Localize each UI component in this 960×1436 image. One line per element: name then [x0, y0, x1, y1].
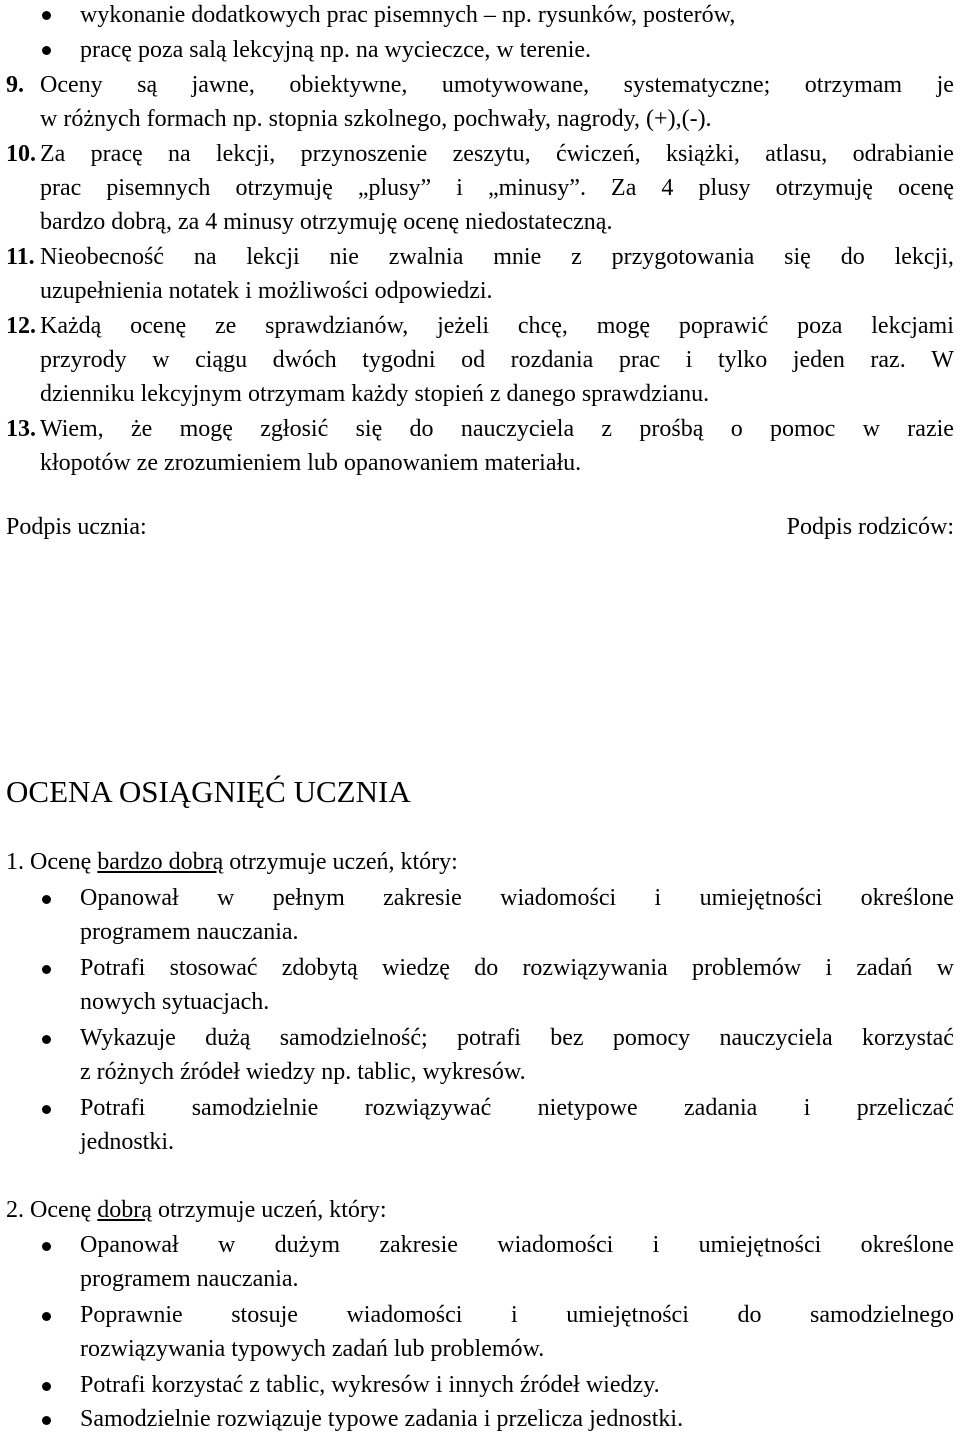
- word: potrafi: [456, 1025, 521, 1051]
- word: do: [409, 416, 434, 442]
- rule-line: [40, 343, 954, 377]
- word: lekcji: [246, 244, 300, 270]
- word: wiadomości: [346, 1302, 463, 1328]
- top-bullet-text: pracę poza salą lekcyjną np. na wycieczce, w terenie.: [80, 37, 592, 63]
- word: lekcji,: [216, 141, 276, 167]
- word: umiejętności: [699, 885, 823, 911]
- rule-number: 11.: [6, 244, 35, 270]
- rule-line: bardzo dobrą, za 4 minusy otrzymuję ocenę niedostateczną.: [40, 209, 613, 235]
- word: w: [862, 416, 880, 442]
- word: Wiem,: [40, 416, 104, 442]
- rule-number: 9.: [6, 72, 24, 98]
- word: określone: [860, 885, 954, 911]
- word: zdobytą: [281, 955, 358, 981]
- word: otrzymuję: [235, 175, 333, 201]
- word: dwóch: [272, 347, 337, 373]
- word: się: [355, 416, 383, 442]
- word: odrabianie: [852, 141, 954, 167]
- word: określone: [860, 1232, 954, 1258]
- word: „plusy”: [357, 175, 432, 201]
- word: z: [601, 416, 613, 442]
- word: dużym: [274, 1232, 340, 1258]
- word: Za: [611, 175, 637, 201]
- top-bullet-text: wykonanie dodatkowych prac pisemnych – np. rysunków, posterów,: [80, 2, 736, 28]
- word: jeden: [792, 347, 845, 373]
- word: je: [936, 72, 954, 98]
- word: mogę: [179, 416, 233, 442]
- word: Poprawnie: [80, 1302, 183, 1328]
- word: chcę,: [517, 313, 568, 339]
- word: ocenę: [130, 313, 187, 339]
- grade-number: 1.: [6, 849, 24, 875]
- section-heading: OCENA OSIĄGNIĘĆ UCZNIA: [6, 774, 411, 809]
- word: Oceny: [40, 72, 103, 98]
- word: umotywowane,: [441, 72, 590, 98]
- word: tygodni: [362, 347, 436, 373]
- word: i: [456, 175, 463, 201]
- grade-criterion-line: [80, 1228, 954, 1262]
- word: Za: [40, 141, 66, 167]
- word: jawne,: [191, 72, 255, 98]
- word: Opanował: [80, 885, 179, 911]
- bullet-dot: [42, 46, 51, 55]
- grade-criterion-line: [80, 1298, 954, 1332]
- grade-criterion-line: nowych sytuacjach.: [80, 989, 270, 1015]
- word: Potrafi: [80, 1095, 146, 1121]
- word: prac: [40, 175, 82, 201]
- word: zwalnia: [388, 244, 464, 270]
- bullet-dot: [42, 965, 51, 974]
- word: rozwiązywać: [364, 1095, 492, 1121]
- rule-line: [40, 68, 954, 102]
- word: ciągu: [195, 347, 248, 373]
- word: lekcji,: [894, 244, 954, 270]
- word: W: [931, 347, 954, 373]
- bullet-dot: [42, 1035, 51, 1044]
- word: zadań: [856, 955, 913, 981]
- bullet-dot: [42, 895, 51, 904]
- word: poprawić: [678, 313, 769, 339]
- word: raz.: [870, 347, 906, 373]
- grade-criterion-line: rozwiązywania typowych zadań lub problemów.: [80, 1336, 545, 1362]
- student-signature-label: Podpis ucznia:: [6, 514, 147, 540]
- word: samodzielnego: [810, 1302, 954, 1328]
- grade-name: bardzo dobrą: [97, 849, 224, 875]
- rule-line: kłopotów ze zrozumieniem lub opanowaniem materiału.: [40, 450, 582, 476]
- word: obiektywne,: [289, 72, 408, 98]
- word: Potrafi: [80, 955, 146, 981]
- rule-number: 10.: [6, 141, 36, 167]
- word: przeliczać: [856, 1095, 954, 1121]
- word: otrzymuję: [775, 175, 873, 201]
- word: rozwiązywania: [522, 955, 668, 981]
- word: zakresie: [379, 1232, 458, 1258]
- word: pomocy: [612, 1025, 691, 1051]
- word: stosuje: [231, 1302, 298, 1328]
- rule-number: 13.: [6, 416, 36, 442]
- word: przyrody: [40, 347, 127, 373]
- word: poza: [797, 313, 843, 339]
- word: nie: [329, 244, 359, 270]
- word: od: [461, 347, 486, 373]
- word: się: [784, 244, 811, 270]
- grade-criterion-line: [80, 1021, 954, 1055]
- rule-number: 12.: [6, 313, 36, 339]
- grade-intro: [6, 1193, 387, 1227]
- word: jeżeli: [437, 313, 490, 339]
- word: nauczyciela: [719, 1025, 833, 1051]
- word: zakresie: [383, 885, 462, 911]
- bullet-dot: [42, 1242, 51, 1251]
- grade-criterion-line: [80, 1091, 954, 1125]
- grade-intro: [6, 845, 458, 879]
- word: są: [137, 72, 158, 98]
- word: do: [474, 955, 499, 981]
- word: w: [152, 347, 170, 373]
- bullet-dot: [42, 1312, 51, 1321]
- word: zadania: [684, 1095, 758, 1121]
- grade-criterion-line: jednostki.: [80, 1129, 174, 1155]
- grade-criterion-line: [80, 951, 954, 985]
- rule-line: [40, 137, 954, 171]
- word: 4: [661, 175, 674, 201]
- word: przynoszenie: [300, 141, 428, 167]
- grade-prefix: Ocenę: [24, 1197, 98, 1223]
- word: wiadomości: [500, 885, 617, 911]
- word: Wykazuje: [80, 1025, 176, 1051]
- rule-line: [40, 412, 954, 446]
- word: w: [217, 885, 235, 911]
- word: dużą: [205, 1025, 251, 1051]
- rule-line: uzupełnienia notatek i możliwości odpowiedzi.: [40, 278, 493, 304]
- word: samodzielność;: [279, 1025, 428, 1051]
- grade-suffix: otrzymuje uczeń, który:: [151, 1197, 387, 1223]
- rule-line: dzienniku lekcyjnym otrzymam każdy stopień z danego sprawdzianu.: [40, 381, 710, 407]
- word: systematyczne;: [623, 72, 771, 98]
- word: nauczyciela: [460, 416, 575, 442]
- word: prac: [618, 347, 661, 373]
- word: ćwiczeń,: [555, 141, 641, 167]
- grade-name: dobrą: [97, 1197, 152, 1223]
- parents-signature-label: Podpis rodziców:: [786, 514, 954, 540]
- rule-line: [40, 309, 954, 343]
- word: mogę: [596, 313, 651, 339]
- word: Nieobecność: [40, 244, 164, 270]
- bullet-dot: [42, 1382, 51, 1391]
- word: ocenę: [897, 175, 954, 201]
- rule-line: [40, 240, 954, 274]
- grade-prefix: Ocenę: [24, 849, 98, 875]
- word: do: [737, 1302, 762, 1328]
- word: tylko: [717, 347, 768, 373]
- word: i: [511, 1302, 518, 1328]
- grade-criterion-line: programem nauczania.: [80, 919, 299, 945]
- word: pisemnych: [106, 175, 211, 201]
- word: umiejętności: [698, 1232, 822, 1258]
- word: z: [571, 244, 582, 270]
- rule-line: w różnych formach np. stopnia szkolnego, pochwały, nagrody, (+),(-).: [40, 106, 712, 132]
- word: zgłosić: [260, 416, 329, 442]
- word: wiedzę: [382, 955, 450, 981]
- word: korzystać: [861, 1025, 954, 1051]
- bullet-dot: [42, 1105, 51, 1114]
- word: i: [685, 347, 693, 373]
- word: rozdania: [510, 347, 594, 373]
- word: umiejętności: [566, 1302, 689, 1328]
- word: książki,: [665, 141, 740, 167]
- word: przygotowania: [611, 244, 755, 270]
- word: pomoc: [770, 416, 836, 442]
- word: w: [936, 955, 954, 981]
- word: że: [131, 416, 153, 442]
- word: i: [654, 885, 662, 911]
- word: w: [217, 1232, 236, 1258]
- word: mnie: [493, 244, 542, 270]
- grade-criterion-line: programem nauczania.: [80, 1266, 299, 1292]
- word: samodzielnie: [191, 1095, 319, 1121]
- bullet-dot: [42, 1416, 51, 1425]
- bullet-dot: [42, 11, 51, 20]
- word: „minusy”.: [487, 175, 586, 201]
- word: plusy: [698, 175, 751, 201]
- grade-criterion-line: Potrafi korzystać z tablic, wykresów i innych źródeł wiedzy.: [80, 1372, 660, 1398]
- grade-number: 2.: [6, 1197, 24, 1223]
- word: ze: [214, 313, 237, 339]
- word: i: [825, 955, 833, 981]
- grade-suffix: otrzymuje uczeń, który:: [223, 849, 458, 875]
- grade-criterion-line: [80, 881, 954, 915]
- word: wiadomości: [497, 1232, 614, 1258]
- word: i: [652, 1232, 660, 1258]
- word: prośbą: [639, 416, 704, 442]
- word: sprawdzianów,: [265, 313, 409, 339]
- grade-criterion-line: z różnych źródeł wiedzy np. tablic, wykresów.: [80, 1059, 526, 1085]
- word: pełnym: [272, 885, 345, 911]
- word: Każdą: [40, 313, 102, 339]
- word: na: [167, 141, 191, 167]
- word: stosować: [169, 955, 258, 981]
- word: na: [193, 244, 217, 270]
- word: pracę: [90, 141, 143, 167]
- rule-line: [40, 171, 954, 205]
- word: zeszytu,: [452, 141, 531, 167]
- word: o: [730, 416, 743, 442]
- word: lekcjami: [871, 313, 954, 339]
- word: bez: [550, 1025, 584, 1051]
- grade-criterion-line: Samodzielnie rozwiązuje typowe zadania i przelicza jednostki.: [80, 1406, 684, 1432]
- word: atlasu,: [765, 141, 828, 167]
- word: i: [803, 1095, 811, 1121]
- word: problemów: [691, 955, 802, 981]
- word: Opanował: [80, 1232, 179, 1258]
- word: do: [840, 244, 865, 270]
- word: razie: [907, 416, 954, 442]
- word: nietypowe: [537, 1095, 638, 1121]
- word: otrzymam: [804, 72, 903, 98]
